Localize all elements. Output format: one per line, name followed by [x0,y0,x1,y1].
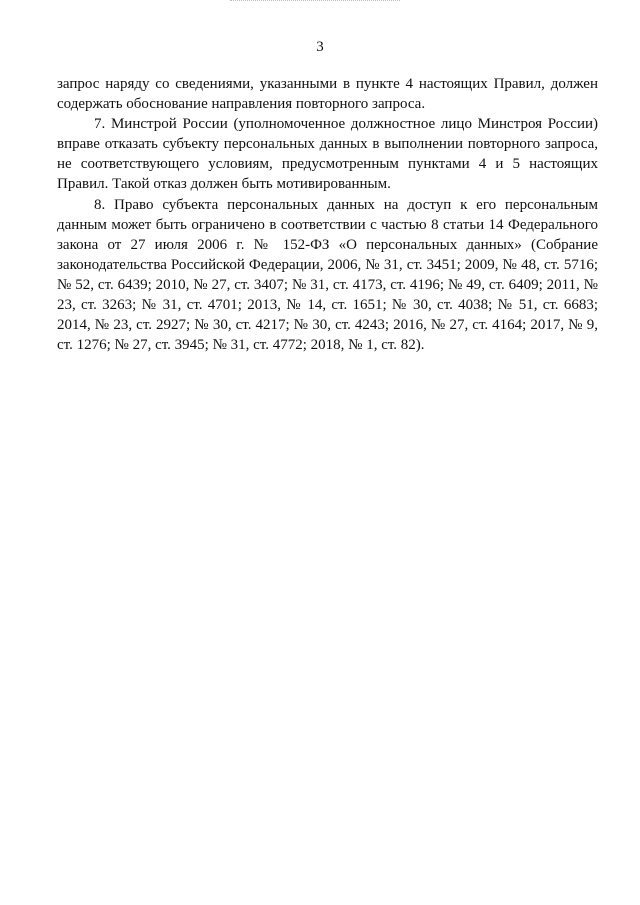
page-number: 3 [316,39,324,55]
paragraph-item-7: 7. Минстрой России (уполномоченное должностное лицо Минстроя России) вправе отказать субъекту персональных данных в выполнении повторного запроса, не соответствующего условиям, предусмотренным пунктами 4 и 5 настоящих Правил. Такой отказ должен быть мотивированным. [57,116,598,193]
scan-edge-line [230,0,400,2]
paragraph-continuation: запрос наряду со сведениями, указанными в пункте 4 настоящих Правил, должен содержать обоснование направления повторного запроса. [57,76,598,113]
paragraph-item-8: 8. Право субъекта персональных данных на доступ к его персональным данным может быть ограничено в соответствии с частью 8 статьи 14 Федерального закона от 27 июля 2006 г. № 152-ФЗ «О персональных данных» (Собрание законодательства Российской Федерации, 2006, № 31, ст. 3451; 2009, № 48, ст. 5716; № 52, ст. 6439; 2010, № 27, ст. 3407; № 31, ст. 4173, ст. 4196; № 49, ст. 6409; 2011, № 23, ст. 3263; № 31, ст. 4701; 2013, № 14, ст. 1651; № 30, ст. 4038; № 51, ст. 6683; 2014, № 23, ст. 2927; № 30, ст. 4217; № 30, ст. 4243; 2016, № 27, ст. 4164; 2017, № 9, ст. 1276; № 27, ст. 3945; № 31, ст. 4772; 2018, № 1, ст. 82). [57,196,598,354]
document-body [57,74,598,355]
